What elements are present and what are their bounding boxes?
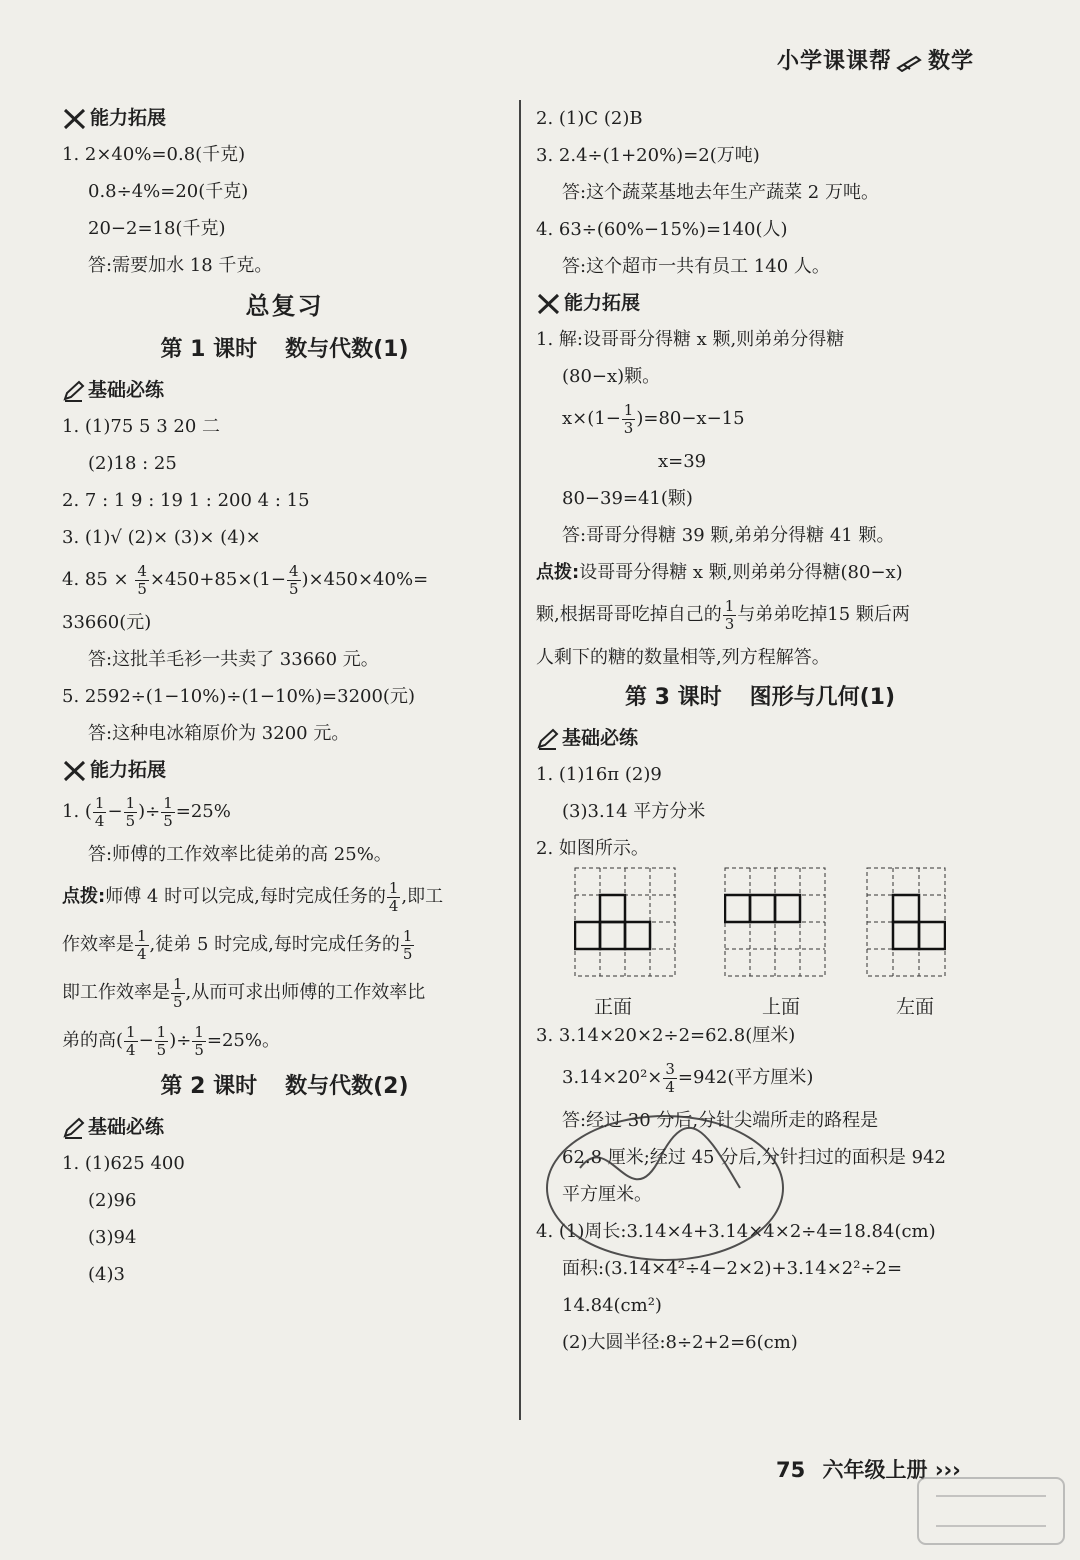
answer-line: 2. (1)C (2)B	[536, 108, 643, 129]
book-title: 小学课课帮	[776, 49, 892, 74]
answer-line: 答:这个蔬菜基地去年生产蔬菜 2 万吨。	[562, 182, 879, 203]
answer-line: 20−2=18(千克)	[88, 218, 226, 239]
answer-line: 2. 如图所示。	[536, 838, 649, 859]
front-view-label: 正面	[594, 996, 633, 1018]
answer-line: 4. (1)周长:3.14×4+3.14×4×2÷4=18.84(cm)	[536, 1221, 936, 1242]
section-basic: 基础必练	[62, 1109, 507, 1145]
answer-line: 62.8 厘米;经过 45 分后,分针扫过的面积是 942	[562, 1147, 947, 1168]
answer-line: 1. 2×40%=0.8(千克)	[62, 144, 246, 165]
tip-line: 点拨:设哥哥分得糖 x 颗,则弟弟分得糖(80−x)	[536, 562, 903, 583]
answer-line: 3. (1)√ (2)× (3)× (4)×	[62, 527, 261, 548]
section-basic: 基础必练	[62, 372, 507, 408]
answer-line: 平方厘米。	[562, 1184, 652, 1205]
answer-line: 面积:(3.14×4²÷4−2×2)+3.14×2²÷2=	[562, 1258, 903, 1279]
answer-line: 1. (1)75 5 3 20 二	[62, 416, 220, 437]
fraction: $\frac{4}{5}$	[137, 561, 147, 598]
answer-line: 1. (1)16π (2)9	[536, 764, 662, 785]
section-basic: 基础必练	[536, 720, 984, 756]
answer-line: 0.8÷4%=20(千克)	[88, 181, 249, 202]
top-view-grid	[724, 867, 826, 977]
section-ability: 能力拓展	[62, 752, 507, 788]
answer-line: 14.84(cm²)	[562, 1295, 662, 1316]
pencil-icon	[62, 380, 86, 402]
page-number: 75	[776, 1458, 806, 1482]
equation-line: x×(1− $\frac{1}{3}$ )=80−x−15	[562, 400, 745, 437]
watermark-stamp-icon	[540, 1108, 790, 1272]
answer-line: 3. 3.14×20×2÷2=62.8(厘米)	[536, 1025, 796, 1046]
answer-line: 答:这个超市一共有员工 140 人。	[562, 256, 830, 277]
page-header	[777, 44, 974, 75]
pencil-icon	[536, 728, 560, 750]
answer-line: (2)大圆半径:8÷2+2=6(cm)	[562, 1332, 798, 1353]
crossed-tools-icon	[62, 108, 88, 130]
answer-line: 5. 2592÷(1−10%)÷(1−10%)=3200(元)	[62, 686, 415, 707]
section-ability: 能力拓展	[536, 285, 984, 321]
answer-line: 答:师傅的工作效率比徒弟的高 25%。	[88, 844, 392, 865]
answer-line: (80−x)颗。	[562, 366, 661, 387]
lesson-3-title: 第 3 课时 图形与几何(1)	[624, 685, 896, 710]
answer-line: 4. 63÷(60%−15%)=140(人)	[536, 219, 788, 240]
arrows-icon: ›››	[934, 1458, 961, 1482]
answer-line: 1. ( $\frac{1}{4}$ − $\frac{1}{5}$ )÷ $\frac{1}{5}$ =25%	[62, 793, 231, 830]
answer-line: 33660(元)	[62, 612, 152, 633]
fraction: $\frac{1}{4}$	[94, 793, 105, 830]
pencil-icon	[62, 1117, 86, 1139]
fraction: $\frac{4}{5}$	[288, 561, 299, 598]
tip-line: 作效率是 $\frac{1}{4}$ ,徒弟 5 时完成,每时完成任务的 $\frac{1}{5}$	[62, 926, 413, 963]
top-view-label: 上面	[762, 996, 801, 1018]
answer-line: (3)3.14 平方分米	[562, 801, 706, 822]
answer-line: 答:哥哥分得糖 39 颗,弟弟分得糖 41 颗。	[562, 525, 895, 546]
pencil-icon	[896, 53, 924, 71]
equation-line: 80−39=41(颗)	[562, 488, 693, 509]
crossed-tools-icon	[62, 760, 88, 782]
lesson-1-title: 第 1 课时 数与代数(1)	[160, 337, 409, 362]
column-divider	[519, 100, 521, 1420]
tip-line: 人剩下的糖的数量相等,列方程解答。	[536, 647, 830, 668]
tip-line: 颗,根据哥哥吃掉自己的 $\frac{1}{3}$ 与弟弟吃掉15 颗后两	[536, 596, 910, 633]
lesson-2-title: 第 2 课时 数与代数(2)	[160, 1074, 409, 1099]
answer-line: 答:这种电冰箱原价为 3200 元。	[88, 723, 350, 744]
equation-line: x=39	[658, 451, 707, 472]
tip-line: 弟的高( $\frac{1}{4}$ − $\frac{1}{5}$ )÷ $\frac{1}{5}$ =25%。	[62, 1022, 280, 1059]
site-logo-icon	[916, 1476, 1066, 1550]
tip-line: 点拨:师傅 4 时可以完成,每时完成任务的 $\frac{1}{4}$ ,即工	[62, 878, 444, 915]
answer-line: 答:需要加水 18 千克。	[88, 255, 273, 276]
answer-line: 答:经过 30 分后,分针尖端所走的路程是	[562, 1110, 879, 1131]
tip-line: 即工作效率是 $\frac{1}{5}$ ,从而可求出师傅的工作效率比	[62, 974, 426, 1011]
answer-line: (2)96	[88, 1190, 137, 1211]
answer-line: (4)3	[88, 1264, 125, 1285]
review-title: 总复习	[245, 292, 324, 320]
left-view-label: 左面	[896, 996, 935, 1018]
answer-line: 3.14×20²× $\frac{3}{4}$ =942(平方厘米)	[562, 1059, 814, 1096]
answer-line: (2)18 : 25	[88, 453, 177, 474]
answer-line: 4. 85 × $\frac{4}{5}$ ×450+85×(1− $\frac{4}{5}$ )×450×40%=	[62, 561, 429, 598]
subject-title: 数学	[927, 49, 974, 74]
section-ability: 能力拓展	[62, 100, 507, 136]
left-column	[62, 100, 507, 1293]
answer-line: 3. 2.4÷(1+20%)=2(万吨)	[536, 145, 760, 166]
fraction: $\frac{1}{5}$	[125, 793, 136, 830]
answer-line: 1. (1)625 400	[62, 1153, 185, 1174]
left-view-grid	[866, 867, 946, 977]
crossed-tools-icon	[536, 293, 562, 315]
fraction: $\frac{1}{5}$	[163, 793, 173, 830]
answer-line: 答:这批羊毛衫一共卖了 33660 元。	[88, 649, 379, 670]
view-figures	[536, 867, 984, 1017]
grade-label: 六年级上册	[822, 1458, 928, 1482]
answer-line: 1. 解:设哥哥分得糖 x 颗,则弟弟分得糖	[536, 329, 845, 350]
front-view-grid	[574, 867, 676, 977]
answer-line: 2. 7 : 1 9 : 19 1 : 200 4 : 15	[62, 490, 310, 511]
answer-line: (3)94	[88, 1227, 137, 1248]
